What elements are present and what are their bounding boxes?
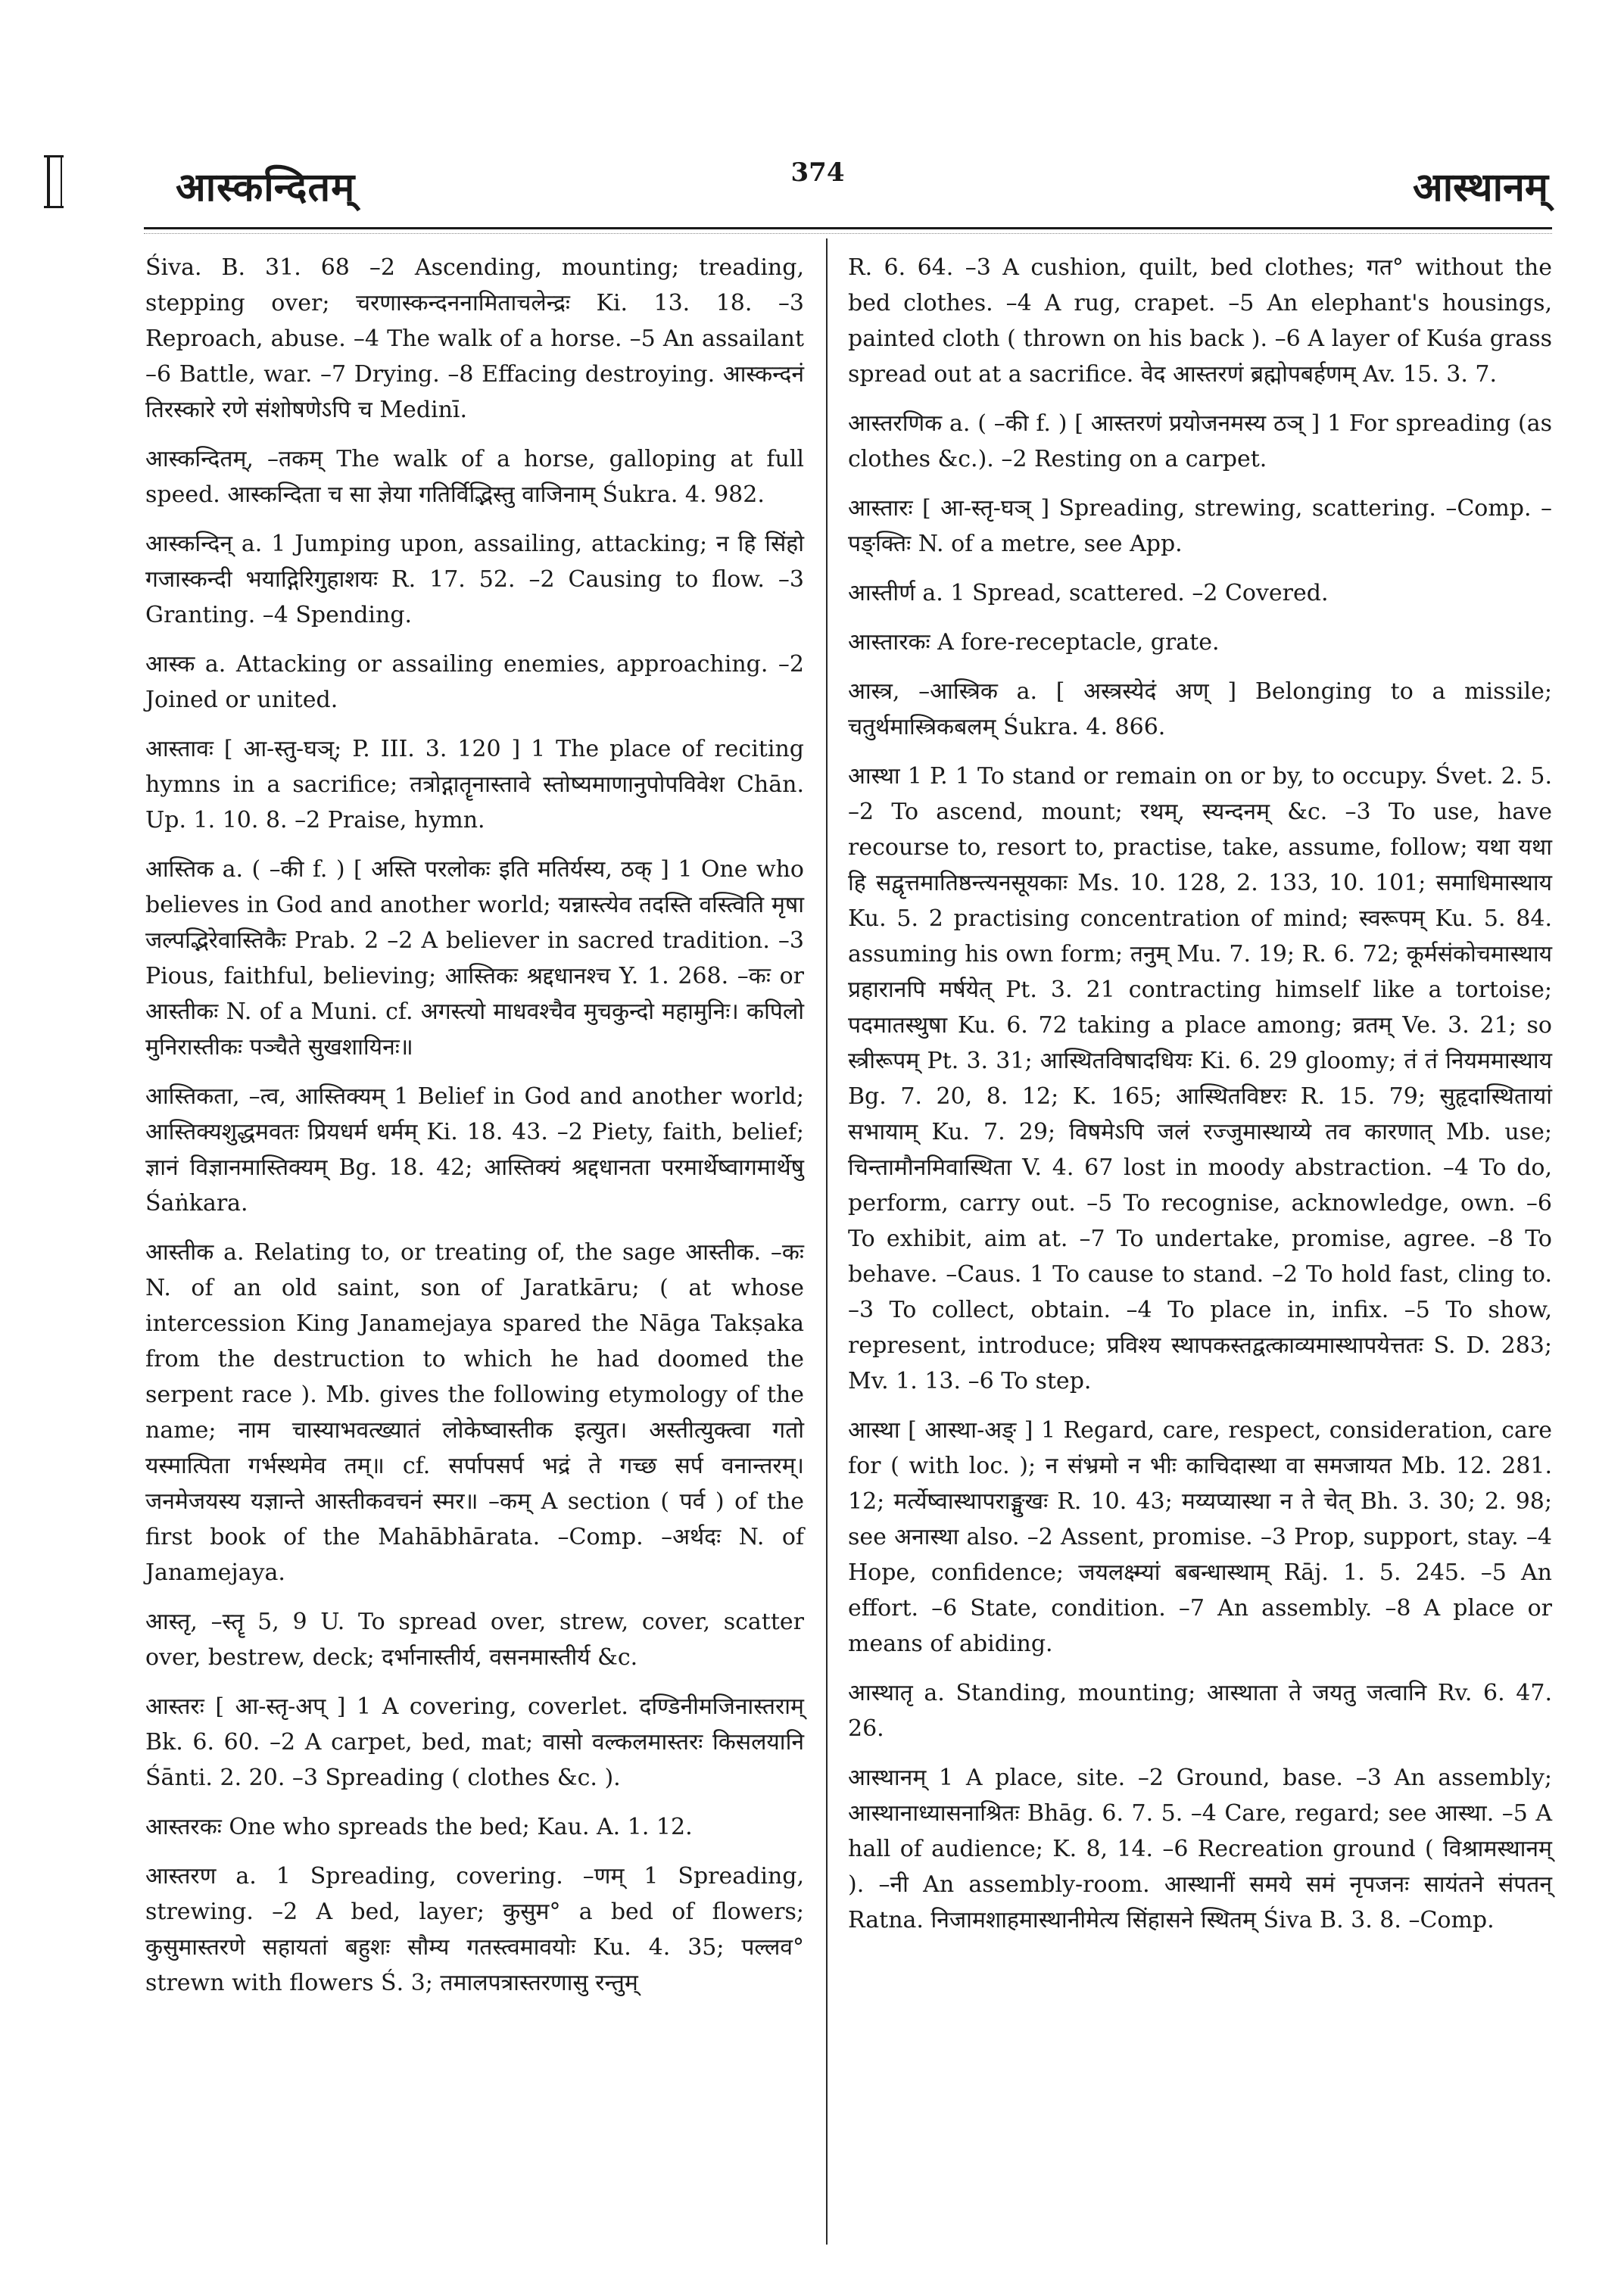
dictionary-entry: आस्कन्दितम्, –तकम् The walk of a horse, galloping at full speed. आस्कन्दिता च सा ज्ञेया गतिर्विद्भिस्तु वाजिनाम् Śukra. 4. 982. bbox=[145, 446, 804, 508]
dictionary-entry: आस्तरः [ आ-स्तृ-अप् ] 1 A covering, coverlet. दण्डिनीमजिनास्तराम् Bk. 6. 60. –2 A carpet, bed, mat; वासो वल्कलमास्तरः किसलयानि Śānti. 2. 20. –3 Spreading ( clothes &c. ). bbox=[145, 1693, 804, 1791]
dictionary-entry: आस्तीर्ण a. 1 Spread, scattered. –2 Covered. bbox=[848, 580, 1329, 606]
dictionary-entry: आस्तारकः A fore-receptacle, grate. bbox=[848, 629, 1220, 656]
dictionary-entry: आस्तारः [ आ-स्तृ-घञ् ] Spreading, strewing, scattering. –Comp. –पङ्क्तिः N. of a metre, see App. bbox=[848, 495, 1552, 557]
dictionary-entry: आस्तरकः One who spreads the bed; Kau. A. 1. 12. bbox=[145, 1814, 693, 1840]
header-right-headword: आस्थानम् bbox=[1413, 164, 1548, 210]
page-edge-mark bbox=[47, 155, 62, 208]
dictionary-entry: आस्तिकता, –त्व, आस्तिक्यम् 1 Belief in God and another world; आस्तिक्यशुद्धमवतः प्रियधर्म धर्मम् Ki. 18. 43. –2 Piety, faith, belief; ज्ञानं विज्ञानमास्तिक्यम् Bg. 18. 42; आस्तिक्यं श्रद्दधानता परमार्थेष्वागमार्थेषु Śaṅkara. bbox=[145, 1083, 804, 1217]
dictionary-entry: आस्तरणिक a. ( –की f. ) [ आस्तरणं प्रयोजनमस्य ठञ् ] 1 For spreading (as clothes &c.). –2 Resting on a carpet. bbox=[848, 410, 1552, 472]
dictionary-entry: आस्था [ आस्था-अङ् ] 1 Regard, care, respect, consideration, care for ( with loc. ); न संभ्रमो न भीः काचिदास्था वा समजायत Mb. 12. 281. 12; मर्त्येष्वास्थापराङ्मुखः R. 10. 43; मय्यप्यास्था न ते चेत् Bh. 3. 30; 2. 98; see अनास्था also. –2 Assent, promise. –3 Prop, support, stay. –4 Hope, confidence; जयलक्ष्म्यां बबन्धास्थाम् Rāj. 1. 5. 245. –5 An effort. –6 State, condition. –7 An assembly. –8 A place or means of abiding. bbox=[848, 1417, 1552, 1657]
dictionary-entry: आस्तृ, –स्तॄ 5, 9 U. To spread over, strew, cover, scatter over, bestrew, deck; दर्भानास्तीर्य, वसनमास्तीर्य &c. bbox=[145, 1609, 804, 1671]
header-left-headword: आस्कन्दितम् bbox=[176, 164, 356, 210]
left-column bbox=[145, 250, 804, 2014]
dictionary-entry: R. 6. 64. –3 A cushion, quilt, bed clothes; गत° without the bed clothes. –4 A rug, crapet. –5 An elephant's housings, painted cloth ( thrown on his back ). –6 A layer of Kuśa grass spread out at a sacrifice. वेद आस्तरणं ब्रह्मोपबर्हणम् Av. 15. 3. 7. bbox=[848, 254, 1552, 388]
column-divider bbox=[826, 238, 828, 2245]
dictionary-entry: आस्तिक a. ( –की f. ) [ अस्ति परलोकः इति मतिर्यस्य, ठक् ] 1 One who believes in God and another world; यन्नास्त्येव तदस्ति वस्त्विति मृषा जल्पद्भिरेवास्तिकैः Prab. 2 –2 A believer in sacred tradition. –3 Pious, faithful, believing; आस्तिकः श्रद्दधानश्च Y. 1. 268. –कः or आस्तीकः N. of a Muni. cf. अगस्त्यो माधवश्चैव मुचकुन्दो महामुनिः। कपिलो मुनिरास्तीकः पञ्चैते सुखशायिनः॥ bbox=[145, 856, 804, 1061]
right-column bbox=[848, 250, 1552, 1952]
dictionary-entry: आस्क a. Attacking or assailing enemies, approaching. –2 Joined or united. bbox=[145, 651, 804, 713]
dictionary-entry: Śiva. B. 31. 68 –2 Ascending, mounting; treading, stepping over; चरणास्कन्दननामिताचलेन्द्रः Ki. 13. 18. –3 Reproach, abuse. –4 The walk of a horse. –5 An assailant –6 Battle, war. –7 Drying. –8 Effacing destroying. आस्कन्दनं तिरस्कारे रणे संशोषणेऽपि च Medinī. bbox=[145, 254, 804, 423]
header-rule-dotted bbox=[144, 233, 1552, 234]
dictionary-entry: आस्थातृ a. Standing, mounting; आस्थाता ते जयतु जत्वानि Rv. 6. 47. 26. bbox=[848, 1680, 1552, 1742]
dictionary-entry: आस्कन्दिन् a. 1 Jumping upon, assailing, attacking; न हि सिंहो गजास्कन्दी भयाद्गिरिगुहाशयः R. 17. 52. –2 Causing to flow. –3 Granting. –4 Spending. bbox=[145, 531, 804, 628]
dictionary-entry: आस्तरण a. 1 Spreading, covering. –णम् 1 Spreading, strewing. –2 A bed, layer; कुसुम° a bed of flowers; कुसुमास्तरणे सहायतां बहुशः सौम्य गतस्त्वमावयोः Ku. 4. 35; पल्लव° strewn with flowers Ś. 3; तमालपत्रास्तरणासु रन्तुम् bbox=[145, 1863, 804, 1996]
dictionary-entry: आस्था 1 P. 1 To stand or remain on or by, to occupy. Śvet. 2. 5. –2 To ascend, mount; रथम्, स्यन्दनम् &c. –3 To use, have recourse to, resort to, practise, take, assume, follow; यथा यथा हि सद्वृत्तमातिष्ठन्त्यनसूयकाः Ms. 10. 128, 2. 133, 10. 101; समाधिमास्थाय Ku. 5. 2 practising concentration of mind; स्वरूपम् Ku. 5. 84. assuming his own form; तनुम् Mu. 7. 19; R. 6. 72; कूर्मसंकोचमास्थाय प्रहारानपि मर्षयेत् Pt. 3. 21 contracting himself like a tortoise; पदमातस्थुषा Ku. 6. 72 taking a place among; व्रतम् Ve. 3. 21; so स्त्रीरूपम् Pt. 3. 31; आस्थितविषादधियः Ki. 6. 29 gloomy; तं तं नियममास्थाय Bg. 7. 20, 8. 12; K. 165; आस्थितविष्टरः R. 15. 79; सुहृदास्थितायां सभायाम् Ku. 7. 29; विषमेऽपि जलं रज्जुमास्थाय्ये तव कारणात् Mb. use; चिन्तामौनमिवास्थिता V. 4. 67 lost in moody abstraction. –4 To do, perform, carry out. –5 To recognise, acknowledge, own. –6 To exhibit, aim at. –7 To undertake, promise, agree. –8 To behave. –Caus. 1 To cause to stand. –2 To hold fast, cling to. –3 To collect, obtain. –4 To place in, infix. –5 To show, represent, introduce; प्रविश्य स्थापकस्तद्वत्काव्यमास्थापयेत्ततः S. D. 283; Mv. 1. 13. –6 To step. bbox=[848, 763, 1552, 1394]
dictionary-entry: आस्तीक a. Relating to, or treating of, the sage आस्तीक. –कः N. of an old saint, son of Jaratkāru; ( at whose intercession King Janamejaya spared the Nāga Takṣaka from the destruction to which he had doomed the serpent race ). Mb. gives the following etymology of the name; नाम चास्याभवत्ख्यातं लोकेष्वास्तीक इत्युत। अस्तीत्युक्त्वा गतो यस्मात्पिता गर्भस्थमेव तम्॥ cf. सर्पापसर्प भद्रं ते गच्छ सर्प वनान्तरम्। जनमेजयस्य यज्ञान्ते आस्तीकवचनं स्मर॥ –कम् A section ( पर्व ) of the first book of the Mahābhārata. –Comp. –अर्थदः N. of Janamejaya. bbox=[145, 1239, 804, 1586]
dictionary-entry: आस्तावः [ आ-स्तु-घञ्; P. III. 3. 120 ] 1 The place of reciting hymns in a sacrifice; तत्रोद्गातॄनास्तावे स्तोष्यमाणानुपोपविवेश Chān. Up. 1. 10. 8. –2 Praise, hymn. bbox=[145, 736, 804, 833]
header-rule bbox=[144, 227, 1552, 229]
dictionary-entry: आस्त्र, –आस्त्रिक a. [ अस्त्रस्येदं अण् ] Belonging to a missile; चतुर्थमास्त्रिकबलम् Śukra. 4. 866. bbox=[848, 678, 1552, 740]
page-number: 374 bbox=[790, 157, 845, 188]
dictionary-entry: आस्थानम् 1 A place, site. –2 Ground, base. –3 An assembly; आस्थानाध्यासनाश्रितः Bhāg. 6. 7. 5. –4 Care, regard; see आस्था. –5 A hall of audience; K. 8, 14. –6 Recreation ground ( विश्रामस्थानम् ). –नी An assembly-room. आस्थानीं समये समं नृपजनः सायंतने संपतन् Ratna. निजामशाहमास्थानीमेत्य सिंहासने स्थितम् Śiva B. 3. 8. –Comp. bbox=[848, 1765, 1552, 1933]
